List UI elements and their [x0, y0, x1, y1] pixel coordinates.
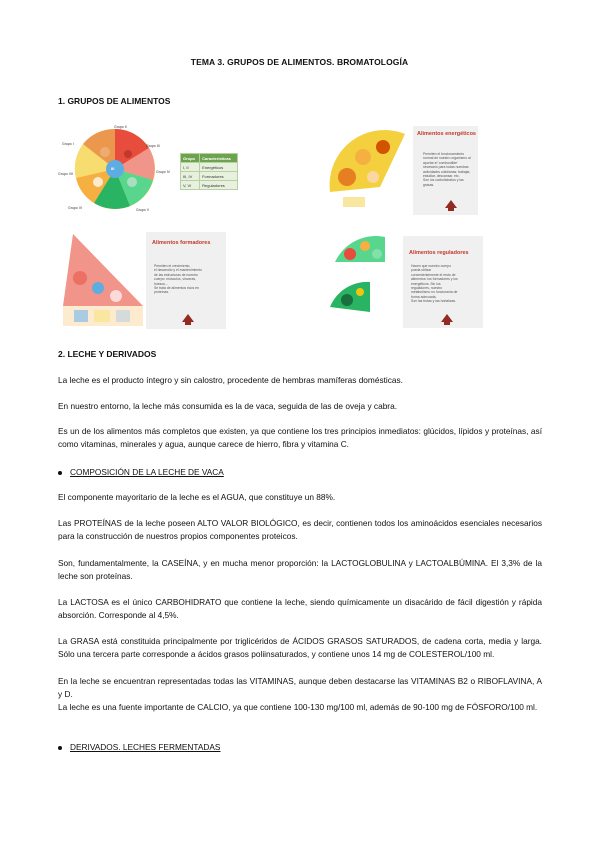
table-row	[181, 181, 238, 190]
text-line: de las estructuras de nuestro	[154, 272, 198, 277]
wheel-label: Grupo VII	[58, 172, 73, 176]
bullet-icon	[58, 471, 62, 475]
formadores-image	[58, 226, 228, 331]
text-line: convenientemente el resto de	[411, 272, 456, 277]
wheel-center-label: III	[111, 166, 115, 171]
bullet-composicion	[58, 466, 224, 478]
text-line: reguladores, nuestro	[411, 286, 443, 291]
bullet-text: DERIVADOS. LECHES FERMENTADAS	[70, 742, 221, 752]
text-line: grasas.	[423, 182, 435, 187]
text-line: actividades cotidianas: trabajar,	[423, 169, 471, 174]
text-line: el desarrollo y el mantenimiento	[154, 268, 202, 273]
wheel-label: Grupo IV	[156, 170, 171, 174]
text-line: metabolismo no funcionaría de	[411, 290, 458, 295]
table-row	[181, 163, 238, 172]
food-wheel-image	[58, 122, 173, 217]
text-line: cuerpo: músculos, vísceras,	[154, 277, 197, 282]
document-title: TEMA 3. GRUPOS DE ALIMENTOS. BROMATOLOGÍA	[190, 57, 409, 67]
paragraph: En la leche se encuentran representadas todas las VITAMINAS, aunque deben destacarse las VITAMINAS B2 o RIBOFLAVINA, A y D.	[58, 676, 542, 699]
paragraph: La leche es una fuente importante de CALCIO, ya que contiene 100-130 mg/100 ml, además de 90-100 mg de FÓSFORO/100 ml.	[58, 702, 538, 712]
wheel-label: Grupo III	[146, 144, 160, 148]
wheel-label: Grupo V	[136, 208, 150, 212]
text-line: pueda utilizar	[411, 268, 432, 273]
bullet-derivados	[58, 741, 220, 753]
paragraph: La LACTOSA es el único CARBOHIDRATO que contiene la leche, siendo químicamente un disacárido de fácil digestión y rápida absorción. Corresponde al 4,5%.	[58, 597, 542, 620]
formadores-text	[154, 264, 224, 295]
table-cell: Formadores	[200, 172, 238, 181]
energeticos-title: Alimentos energéticos	[417, 131, 476, 137]
text-line: normal de nuestro organismo al	[423, 156, 471, 161]
wheel-label: Grupo VI	[68, 206, 83, 210]
text-line: Se trata de alimentos ricos en	[154, 286, 199, 291]
text-line: aportar el 'combustible'	[423, 160, 458, 165]
wheel-label: Grupo I	[62, 142, 74, 146]
energeticos-text	[423, 152, 479, 187]
bullet-text: COMPOSICIÓN DE LA LECHE DE VACA	[70, 467, 224, 477]
text-line: forma adecuada.	[411, 294, 437, 299]
table-cell: Energéticos	[200, 163, 238, 172]
text-line: energéticos. Sin los	[411, 281, 441, 286]
text-line: proteínas.	[154, 290, 170, 295]
section-heading-grupos: 1. GRUPOS DE ALIMENTOS	[58, 96, 171, 106]
table-row	[181, 172, 238, 181]
text-line: Son las frutas y las hortalizas.	[411, 299, 457, 304]
paragraph: El componente mayoritario de la leche es el AGUA, que constituye un 88%.	[58, 492, 336, 502]
table-cell: Reguladores	[200, 181, 238, 190]
section-heading-leche: 2. LECHE Y DERIVADOS	[58, 349, 157, 359]
table-cell: III, IV	[181, 172, 200, 181]
text-line: estudiar, descansar, etc.	[423, 174, 460, 179]
text-line: alimentos: los formadores y los	[411, 277, 458, 282]
text-line: huesos...	[154, 281, 168, 286]
energeticos-image	[325, 122, 480, 217]
text-line: Hacen que nuestro cuerpo	[411, 264, 451, 268]
reguladores-image	[325, 232, 485, 332]
bullet-icon	[58, 746, 62, 750]
text-line: Permiten el crecimiento,	[154, 264, 191, 268]
formadores-title: Alimentos formadores	[152, 240, 211, 246]
paragraph: Es un de los alimentos más completos que existen, ya que contiene los tres principios inmediatos: glúcidos, lípidos y proteínas, así como vitaminas, minerales y agua, aunque carece de hierro, fibra y vitamina C.	[58, 426, 542, 449]
table-cell: V, VI	[181, 181, 200, 190]
reguladores-text	[411, 264, 483, 304]
paragraph: La leche es el producto íntegro y sin calostro, procedente de hembras mamíferas domésticas.	[58, 375, 403, 385]
text-line: necesario para todas nuestras	[423, 165, 469, 170]
paragraph: Las PROTEÍNAS de la leche poseen ALTO VALOR BIOLÓGICO, es decir, contienen todos los aminoácidos esenciales necesarios para la construcción de nuestros propios componentes proteicos.	[58, 518, 542, 541]
table-header: Grupo	[181, 154, 200, 163]
food-groups-table	[180, 153, 238, 190]
table-cell: I, II	[181, 163, 200, 172]
text-line: Son los carbohidratos y las	[423, 178, 464, 183]
table-header: Características	[200, 154, 238, 163]
text-line: Permiten el funcionamiento	[423, 152, 465, 156]
reguladores-title: Alimentos reguladores	[409, 250, 469, 256]
wheel-label: Grupo II	[114, 125, 127, 129]
paragraph: La GRASA está constituida principalmente por triglicéridos de ÁCIDOS GRASOS SATURADOS, de cadena corta, media y larga. Sólo una tercera parte corresponde a ácidos grasos poliinsaturados, y contiene unos 14 mg de COLESTEROL/100 ml.	[58, 636, 542, 659]
paragraph: En nuestro entorno, la leche más consumida es la de vaca, seguida de las de oveja y cabra.	[58, 401, 397, 411]
paragraph: Son, fundamentalmente, la CASEÍNA, y en mucha menor proporción: la LACTOGLOBULINA y LACTOALBÚMINA. El 3,3% de la leche son proteínas.	[58, 558, 542, 581]
